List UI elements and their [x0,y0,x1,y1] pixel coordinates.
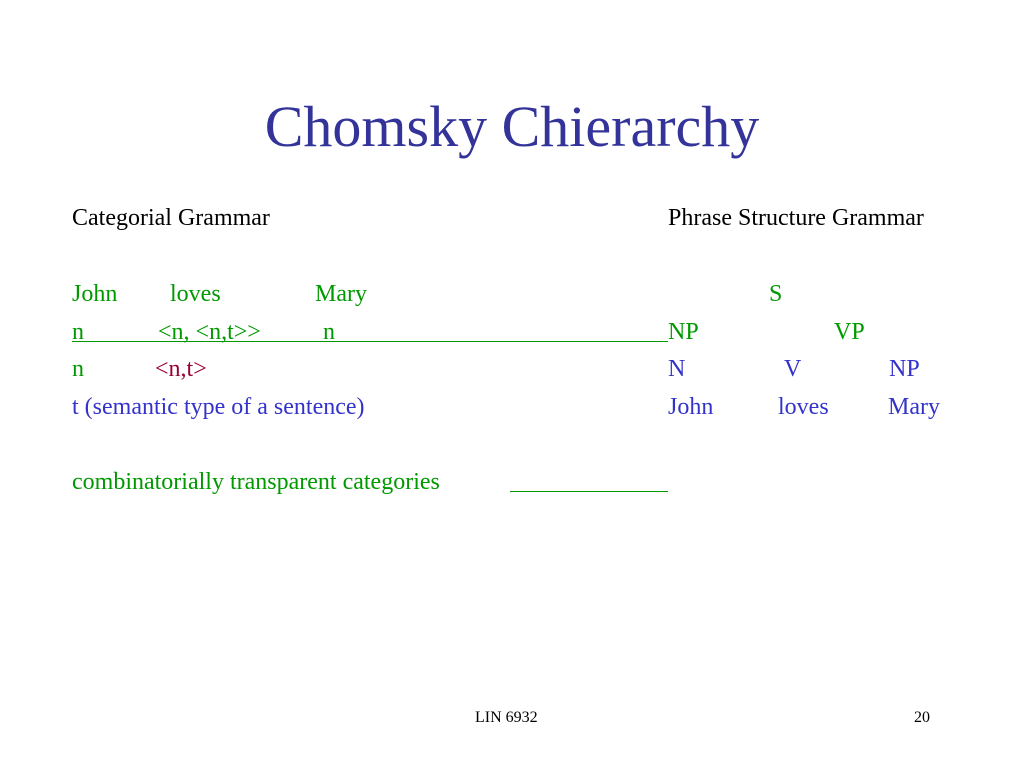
cg-word-john: John [72,281,118,307]
phrase-structure-grammar-heading: Phrase Structure Grammar [668,205,924,231]
footer-course: LIN 6932 [475,709,538,726]
cg-type-n-2: n [323,319,335,345]
categorial-grammar-heading: Categorial Grammar [72,205,270,231]
cg-word-mary: Mary [315,281,367,307]
cg-row-underline [72,341,668,342]
cg-word-loves: loves [170,281,221,307]
psg-node-vp: VP [834,319,865,345]
psg-node-n: N [668,356,686,382]
cg-note-underline [510,491,668,492]
psg-word-mary: Mary [888,394,940,420]
psg-node-np: NP [668,319,699,345]
psg-word-john: John [668,394,714,420]
page-number: 20 [914,709,930,726]
psg-word-loves: loves [778,394,829,420]
cg-type-intransitive: <n,t> [155,356,207,382]
psg-node-s: S [769,281,783,307]
cg-note: combinatorially transparent categories [72,469,440,495]
cg-type-n-1: n [72,319,84,345]
slide-title: Chomsky Chierarchy [264,94,760,159]
cg-type-n-3: n [72,356,84,382]
psg-node-v: V [784,356,802,382]
cg-type-transitive: <n, <n,t>> [158,319,261,345]
cg-sentence-type: t (semantic type of a sentence) [72,394,365,420]
psg-node-np-object: NP [889,356,920,382]
